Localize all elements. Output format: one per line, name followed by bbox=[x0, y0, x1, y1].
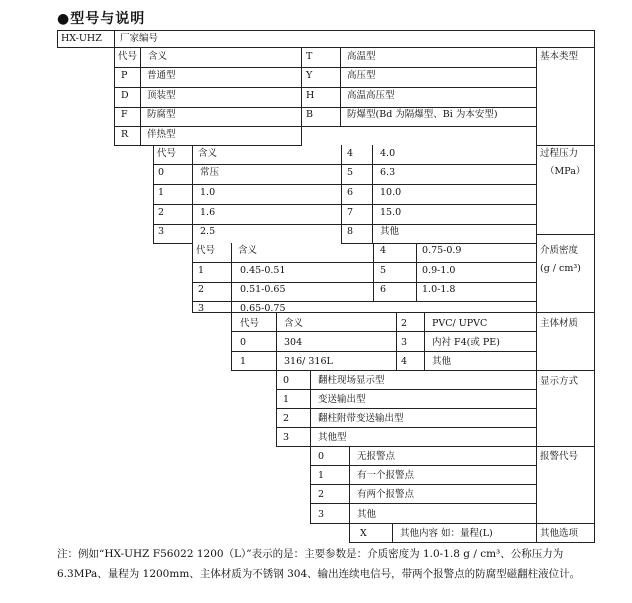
pressure-value: 4.0 bbox=[380, 148, 396, 159]
table-rule bbox=[192, 243, 193, 313]
table-rule bbox=[301, 107, 537, 108]
base-type-name: 高温型 bbox=[347, 51, 376, 62]
table-rule bbox=[114, 87, 302, 88]
base-type-name: 高压型 bbox=[347, 70, 376, 81]
label-material: 主体材质 bbox=[540, 318, 579, 329]
table-rule bbox=[114, 30, 115, 146]
base-type-code: H bbox=[306, 90, 315, 101]
base-type-name: 防爆型(Bd 为隔爆型、Bi 为本安型) bbox=[347, 109, 498, 120]
other-code: X bbox=[360, 528, 367, 539]
pressure-code: 3 bbox=[158, 226, 165, 237]
table-rule bbox=[114, 67, 302, 68]
table-rule bbox=[153, 224, 342, 225]
other-value: 其他内容 如：量程(L) bbox=[400, 528, 493, 539]
base-type-name: 防腐型 bbox=[147, 109, 176, 120]
table-rule bbox=[340, 47, 341, 127]
base-type-code: P bbox=[121, 70, 128, 81]
table-rule bbox=[276, 389, 537, 390]
alarm-code: 1 bbox=[318, 470, 325, 481]
header-meaning: 含义 bbox=[238, 245, 258, 256]
table-rule bbox=[373, 282, 537, 283]
label-density: 介质密度 bbox=[540, 245, 579, 256]
pressure-code: 7 bbox=[347, 207, 354, 218]
table-rule bbox=[396, 312, 397, 371]
table-rule bbox=[373, 243, 374, 302]
pressure-code: 8 bbox=[347, 226, 354, 237]
alarm-value: 有两个报警点 bbox=[357, 489, 415, 500]
table-rule bbox=[276, 427, 537, 428]
table-rule bbox=[114, 107, 302, 108]
table-rule bbox=[301, 67, 537, 68]
label-other: 其他选项 bbox=[540, 528, 579, 539]
base-type-code: R bbox=[121, 129, 129, 140]
pressure-value: 6.3 bbox=[380, 167, 396, 178]
density-value: 1.0-1.8 bbox=[422, 284, 456, 295]
model-code: HX-UHZ bbox=[61, 33, 102, 44]
material-code: 2 bbox=[401, 318, 408, 329]
table-rule bbox=[373, 301, 537, 302]
density-code: 1 bbox=[198, 265, 205, 276]
table-rule bbox=[349, 446, 350, 524]
table-rule bbox=[301, 126, 537, 127]
alarm-value: 其他 bbox=[357, 509, 377, 520]
label-alarm: 报警代号 bbox=[540, 451, 579, 462]
table-rule bbox=[192, 282, 374, 283]
table-rule bbox=[192, 145, 193, 244]
alarm-code: 2 bbox=[318, 489, 325, 500]
table-rule bbox=[536, 47, 537, 543]
table-rule bbox=[231, 312, 232, 371]
table-rule bbox=[153, 243, 192, 244]
alarm-code: 0 bbox=[318, 451, 325, 462]
material-value: PVC/ UPVC bbox=[432, 318, 488, 329]
example-note: 注：例如“HX-UHZ F56022 1200（L）”表示的是：主要参数是：介质密度为 1.0-1.8 g / cm³、公称压力为 6.3MPa、量程为 1200mm、主体材质为不锈钢 304、输出连续电信号，带两个报警点的防腐型磁翻柱液位计。 bbox=[57, 548, 581, 580]
table-rule bbox=[341, 204, 537, 205]
density-value: 0.65-0.75 bbox=[240, 303, 286, 314]
pressure-value: 常压 bbox=[200, 167, 220, 178]
header-code: 代号 bbox=[118, 51, 138, 62]
table-rule bbox=[192, 262, 374, 263]
table-rule bbox=[341, 243, 537, 244]
base-type-code: T bbox=[306, 51, 313, 62]
pressure-code: 2 bbox=[158, 207, 165, 218]
pressure-value: 1.0 bbox=[200, 187, 216, 198]
table-rule bbox=[536, 234, 595, 235]
density-code: 2 bbox=[198, 284, 205, 295]
table-rule bbox=[114, 145, 302, 146]
table-rule bbox=[57, 30, 595, 31]
material-value: 316/ 316L bbox=[284, 356, 333, 367]
table-rule bbox=[310, 465, 537, 466]
pressure-code: 4 bbox=[347, 148, 354, 159]
table-rule bbox=[536, 370, 595, 371]
pressure-value: 2.5 bbox=[200, 226, 216, 237]
table-rule bbox=[372, 145, 373, 244]
table-rule bbox=[276, 370, 537, 371]
header-code: 代号 bbox=[240, 318, 260, 329]
base-type-name: 普通型 bbox=[147, 70, 176, 81]
table-rule bbox=[416, 243, 417, 302]
table-rule bbox=[57, 47, 595, 48]
table-rule bbox=[310, 370, 311, 447]
density-value: 0.9-1.0 bbox=[422, 265, 456, 276]
base-type-code: D bbox=[121, 90, 129, 101]
density-code: 6 bbox=[380, 284, 387, 295]
table-rule bbox=[536, 145, 595, 146]
table-rule bbox=[301, 87, 537, 88]
density-code: 3 bbox=[198, 303, 205, 314]
material-code: 4 bbox=[401, 356, 408, 367]
header-meaning: 含义 bbox=[148, 51, 168, 62]
table-rule bbox=[276, 370, 277, 447]
table-rule bbox=[310, 446, 311, 524]
pressure-value: 10.0 bbox=[380, 187, 402, 198]
material-code: 3 bbox=[401, 337, 408, 348]
pressure-code: 5 bbox=[347, 167, 354, 178]
pressure-code: 0 bbox=[158, 167, 165, 178]
display-code: 3 bbox=[283, 432, 290, 443]
table-rule bbox=[310, 503, 537, 504]
material-value: 其他 bbox=[432, 356, 452, 367]
table-rule bbox=[276, 312, 277, 371]
table-rule bbox=[536, 523, 595, 524]
label-pressure-unit: （MPa） bbox=[545, 166, 586, 177]
header-meaning: 含义 bbox=[198, 148, 218, 159]
table-rule bbox=[153, 184, 342, 185]
table-rule bbox=[341, 164, 537, 165]
table-rule bbox=[301, 47, 302, 146]
label-display: 显示方式 bbox=[540, 376, 579, 387]
table-rule bbox=[392, 523, 393, 543]
header-code: 代号 bbox=[196, 245, 216, 256]
table-rule bbox=[192, 301, 374, 302]
base-type-name: 伴热型 bbox=[147, 129, 176, 140]
density-value: 0.75-0.9 bbox=[422, 245, 462, 256]
density-value: 0.51-0.65 bbox=[240, 284, 286, 295]
table-rule bbox=[310, 484, 537, 485]
table-rule bbox=[341, 145, 342, 244]
section-title: ●型号与说明 bbox=[57, 11, 146, 27]
model-label: 厂家编号 bbox=[120, 33, 159, 44]
display-value: 翻柱现场显示型 bbox=[318, 375, 385, 386]
display-value: 翻柱附带变送输出型 bbox=[318, 413, 404, 424]
table-rule bbox=[536, 312, 595, 313]
label-base-type: 基本类型 bbox=[540, 51, 579, 62]
display-value: 其他型 bbox=[318, 432, 347, 443]
material-code: 0 bbox=[240, 337, 247, 348]
table-rule bbox=[114, 126, 302, 127]
table-rule bbox=[349, 523, 350, 543]
table-rule bbox=[424, 312, 425, 371]
pressure-code: 1 bbox=[158, 187, 165, 198]
base-type-name: 高温高压型 bbox=[347, 90, 395, 101]
alarm-code: 3 bbox=[318, 509, 325, 520]
base-type-code: Y bbox=[306, 70, 313, 81]
table-rule bbox=[276, 408, 537, 409]
table-rule bbox=[231, 243, 232, 313]
table-rule bbox=[341, 224, 537, 225]
pressure-value: 1.6 bbox=[200, 207, 216, 218]
pressure-code: 6 bbox=[347, 187, 354, 198]
pressure-value: 其他 bbox=[380, 226, 400, 237]
material-value: 内衬 F4(或 PE) bbox=[432, 337, 500, 348]
base-type-code: B bbox=[306, 109, 313, 120]
table-rule bbox=[57, 30, 58, 48]
display-value: 变送输出型 bbox=[318, 394, 366, 405]
display-code: 0 bbox=[283, 375, 290, 386]
table-rule bbox=[310, 523, 350, 524]
alarm-value: 有一个报警点 bbox=[357, 470, 415, 481]
density-code: 5 bbox=[380, 265, 387, 276]
header-meaning: 含义 bbox=[284, 318, 304, 329]
density-value: 0.45-0.51 bbox=[240, 265, 286, 276]
table-rule bbox=[594, 30, 595, 543]
label-density-unit: (g / cm³) bbox=[540, 263, 581, 274]
header-code: 代号 bbox=[157, 148, 177, 159]
display-code: 2 bbox=[283, 413, 290, 424]
base-type-code: F bbox=[121, 109, 128, 120]
base-type-name: 顶装型 bbox=[147, 90, 176, 101]
table-rule bbox=[153, 145, 154, 244]
pressure-value: 15.0 bbox=[380, 207, 402, 218]
material-value: 304 bbox=[284, 337, 303, 348]
table-rule bbox=[341, 184, 537, 185]
table-rule bbox=[310, 446, 537, 447]
alarm-value: 无报警点 bbox=[357, 451, 396, 462]
table-rule bbox=[373, 262, 537, 263]
table-rule bbox=[140, 47, 141, 146]
table-rule bbox=[536, 446, 595, 447]
table-rule bbox=[153, 204, 342, 205]
table-rule bbox=[153, 164, 342, 165]
display-code: 1 bbox=[283, 394, 290, 405]
material-code: 1 bbox=[240, 356, 247, 367]
density-code: 4 bbox=[380, 245, 387, 256]
table-rule bbox=[349, 542, 595, 543]
table-rule bbox=[276, 446, 311, 447]
table-rule bbox=[349, 523, 537, 524]
table-rule bbox=[231, 370, 277, 371]
label-pressure: 过程压力 bbox=[540, 148, 579, 159]
